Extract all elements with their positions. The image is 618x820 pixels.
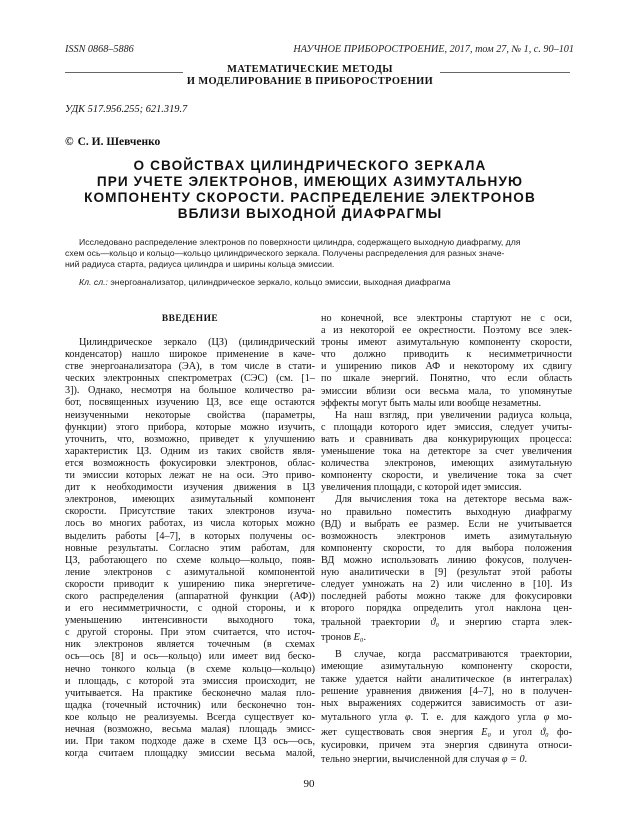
text-line: На наш взгляд, при увеличении радиуса кольца, xyxy=(335,409,572,421)
text-line: ского распределения (аппаратной функции (АФ)) xyxy=(65,590,315,602)
phi-symbol: φ xyxy=(543,711,550,723)
text-line: последней работы можно также для фокусировки xyxy=(321,591,572,603)
text-line: ЦЗ, работающего по схеме кольцо—кольцо, появ- xyxy=(65,554,315,566)
text-line: компоненту скорости, и увеличение тока за счет xyxy=(321,470,572,482)
text-fragment: . xyxy=(524,753,528,765)
title-line: О СВОЙСТВАХ ЦИЛИНДРИЧЕСКОГО ЗЕРКАЛА xyxy=(133,158,487,173)
text-line: характеристик ЦЗ. Одним из таких свойств явля- xyxy=(65,445,315,457)
text-line: лось во многих работах, из числа которых можно xyxy=(65,518,315,530)
text-line: кусировки, причем эта энергия сдвинута относи- xyxy=(321,739,572,751)
copyright-symbol: © xyxy=(65,136,74,148)
right-column xyxy=(321,313,572,767)
text-fragment: тронов xyxy=(321,632,352,644)
text-line xyxy=(321,630,572,645)
title-line: ВБЛИЗИ ВЫХОДНОЙ ДИАФРАГМЫ xyxy=(177,206,443,221)
text-line: учитывается. На практике бесконечно малая пло- xyxy=(65,687,315,699)
text-fragment: фо- xyxy=(556,726,573,738)
text-line: ется возможность фокусировки электронов, облас- xyxy=(65,457,315,469)
text-line xyxy=(321,752,572,767)
article-title xyxy=(80,158,540,222)
text-line: уменьшению интенсивности выходного тока, xyxy=(65,615,315,627)
text-line: скорости приводит к уширению пика энергетиче- xyxy=(65,578,315,590)
text-line xyxy=(321,710,572,725)
text-line: ческих электронных спектрометрах (СЭС) (см. [1– xyxy=(65,373,315,385)
theta-zero-symbol: ϑ₀ xyxy=(540,726,549,738)
text-line: 3]). Однако, несмотря на большое количество ра- xyxy=(65,385,315,397)
text-line: стве энергоанализатора (ЭА), в том числе в стати- xyxy=(65,361,315,373)
text-line: ление электронов с азимутальной компонентой xyxy=(65,566,315,578)
title-line: КОМПОНЕНТУ СКОРОСТИ. РАСПРЕДЕЛЕНИЕ ЭЛЕКТРОНОВ xyxy=(84,190,536,205)
text-line: (ВД) и выбрать ее размер. Если не учитывается xyxy=(321,518,572,530)
keywords-label: Кл. сл.: xyxy=(79,277,108,287)
text-fragment: мо- xyxy=(557,711,573,723)
text-line: количества электронов, имеющих азимутальную xyxy=(321,458,572,470)
text-line: троны имеют азимутальную компоненту скорости, xyxy=(321,337,572,349)
left-column xyxy=(65,313,315,760)
text-line: эффекты могут быть малы или вообще незаметны. xyxy=(321,397,542,409)
text-line: ти эмиссии которых лежат не на оси. Это приво- xyxy=(65,470,315,482)
text-line: конденсатор) нашло широкое применение в каче- xyxy=(65,349,315,361)
journal-citation: НАУЧНОЕ ПРИБОРОСТРОЕНИЕ, 2017, том 27, № 1, с. 90–101 xyxy=(293,44,574,55)
section-rule-left xyxy=(65,72,183,73)
equation-phi-zero: φ = 0 xyxy=(501,753,525,765)
abstract xyxy=(65,237,570,269)
text-line: вать и сравнивать два конкурирующих процесса: xyxy=(321,433,572,445)
text-line: и площадь, с которой эта эмиссия происходит, не xyxy=(65,675,315,687)
text-line: ВД можно использовать линию фокусов, получен- xyxy=(321,554,572,566)
energy-symbol: E₀ xyxy=(481,726,492,738)
text-line: ных выражениях содержится зависимость от ази- xyxy=(321,697,572,709)
text-fragment: жет существовать своя энергия xyxy=(321,726,474,738)
section-heading-line-2: И МОДЕЛИРОВАНИЕ В ПРИБОРОСТРОЕНИИ xyxy=(186,76,434,87)
text-line: новные результаты. Согласно этим работам, для xyxy=(65,542,315,554)
text-line xyxy=(321,615,572,630)
text-line: с площади которого идет эмиссия, следует учиты- xyxy=(321,421,572,433)
text-line: эмиссии вблизи оси весьма мала, то упомянутые xyxy=(321,385,572,397)
text-line: ную аналитически в [9] (результат этой работы xyxy=(321,566,572,578)
text-line: ник электронов является точечным (в схемах xyxy=(65,639,315,651)
text-fragment: и энергию старта элек- xyxy=(449,617,573,629)
text-fragment: тральной траектории xyxy=(321,617,421,629)
text-line: что должно приводить к несимметричности xyxy=(321,349,572,361)
text-line: скорости. Присутствие таких электронов изуча- xyxy=(65,506,315,518)
text-line: уменьшение тока на детекторе за счет увеличения xyxy=(321,446,572,458)
text-fragment: тельно энергии, вычисленной для случая xyxy=(321,753,500,765)
text-line: имеющие азимутальную компоненту скорости, xyxy=(321,661,572,673)
text-line: но правильно поместить выходную диафрагму xyxy=(321,506,572,518)
text-line: неизученными некоторые свойства (параметры, xyxy=(65,409,315,421)
text-line: решение уравнения движения [4–7], но в получен- xyxy=(321,685,572,697)
text-line: выделить работы [4–7], в которых получены ос- xyxy=(65,530,315,542)
text-line: Цилиндрическое зеркало (ЦЗ) (цилиндрический xyxy=(79,337,315,348)
text-line: Для вычисления тока на детекторе весьма важ- xyxy=(335,494,572,506)
text-line: нечно тонкого кольца (в схеме кольцо—кольцо) xyxy=(65,663,315,675)
text-line: по шкале энергий. Понятно, что если область xyxy=(321,373,572,385)
udk-code: УДК 517.956.255; 621.319.7 xyxy=(65,104,188,115)
text-line: и его несимметричности, с одной стороны, и к xyxy=(65,603,315,615)
text-line: а из некоторой ее окрестности. Поэтому все элек- xyxy=(321,325,572,337)
text-line: ии. При таком подходе даже в схеме ЦЗ ось—ось, xyxy=(65,736,315,748)
text-line xyxy=(321,725,572,740)
abstract-line: схем ось—кольцо и кольцо—кольцо цилиндрического зеркала. Получены распределения для разных значе- xyxy=(65,247,505,258)
text-line: уточнить, что, возможно, приведет к улучшению xyxy=(65,433,315,445)
text-line: с другой стороны. При этом считается, что источ- xyxy=(65,627,315,639)
text-line: дит к необходимости изучения движения в ЦЗ xyxy=(65,482,315,494)
title-line: ПРИ УЧЕТЕ ЭЛЕКТРОНОВ, ИМЕЮЩИХ АЗИМУТАЛЬНУЮ xyxy=(96,174,524,189)
author-name: С. И. Шевченко xyxy=(77,136,161,148)
section-heading xyxy=(180,64,440,88)
abstract-line: ний радиуса старта, радиуса цилиндра и ширины кольца эмиссии. xyxy=(65,258,335,269)
phi-symbol: φ xyxy=(404,711,411,723)
text-line: электронов, имеющих азимутальный компонент xyxy=(65,494,315,506)
keywords xyxy=(65,277,584,287)
text-line: функции) этого прибора, которые можно изучить, xyxy=(65,421,315,433)
section-rule-right xyxy=(440,72,570,73)
text-line: бот, посвященных изучению ЦЗ, все еще остаются xyxy=(65,397,315,409)
issn: ISSN 0868–5886 xyxy=(65,44,134,55)
text-fragment: . Т. е. для каждого угла xyxy=(410,711,536,723)
intro-heading: ВВЕДЕНИЕ xyxy=(161,314,219,324)
keywords-text: энергоанализатор, цилиндрическое зеркало, кольцо эмиссии, выходная диафрагма xyxy=(110,277,451,287)
text-line: щадка (точечный источник) или бесконечно тон- xyxy=(65,699,315,711)
text-line: также удается найти аналитическое (в интегралах) xyxy=(321,673,572,685)
text-line: возможность электронов иметь азимутальную xyxy=(321,530,572,542)
energy-symbol: E₀ xyxy=(353,632,364,644)
text-line: В случае, когда рассматриваются траектории, xyxy=(335,649,572,661)
text-line: увеличения площади, с которой идет эмиссия. xyxy=(321,482,522,494)
text-line: следует умножать на 2) или численно в [10]. Из xyxy=(321,579,572,591)
text-fragment: мутального угла xyxy=(321,711,398,723)
text-fragment: . xyxy=(363,632,366,644)
text-line: когда считаем площадку эмиссии весьма малой, xyxy=(65,748,315,760)
text-line: нечная (возможно, весьма малая) площадь эмисс- xyxy=(65,724,315,735)
text-line: кое кольцо не реализуемы. Всегда существует ко- xyxy=(65,711,315,723)
page-number: 90 xyxy=(303,778,315,790)
text-line: второго порядка определить угол наклона цен- xyxy=(321,603,572,615)
text-fragment: и угол xyxy=(499,726,532,738)
text-line: ось—ось [8] и ось—кольцо) или имеет вид беско- xyxy=(65,651,315,663)
text-line: и уширению пиков АФ и некоторому их сдвигу xyxy=(321,361,572,373)
theta-zero-symbol: ϑ₀ xyxy=(430,617,440,629)
abstract-line: Исследовано распределение электронов по поверхности цилиндра, содержащего выходную диафрагму, для xyxy=(79,237,521,247)
section-heading-line-1: МАТЕМАТИЧЕСКИЕ МЕТОДЫ xyxy=(227,64,393,75)
text-line: но конечной, все электроны стартуют не с оси, xyxy=(321,313,572,324)
text-line: компоненту скорости, то для выбора положения xyxy=(321,542,572,554)
author xyxy=(65,136,160,148)
